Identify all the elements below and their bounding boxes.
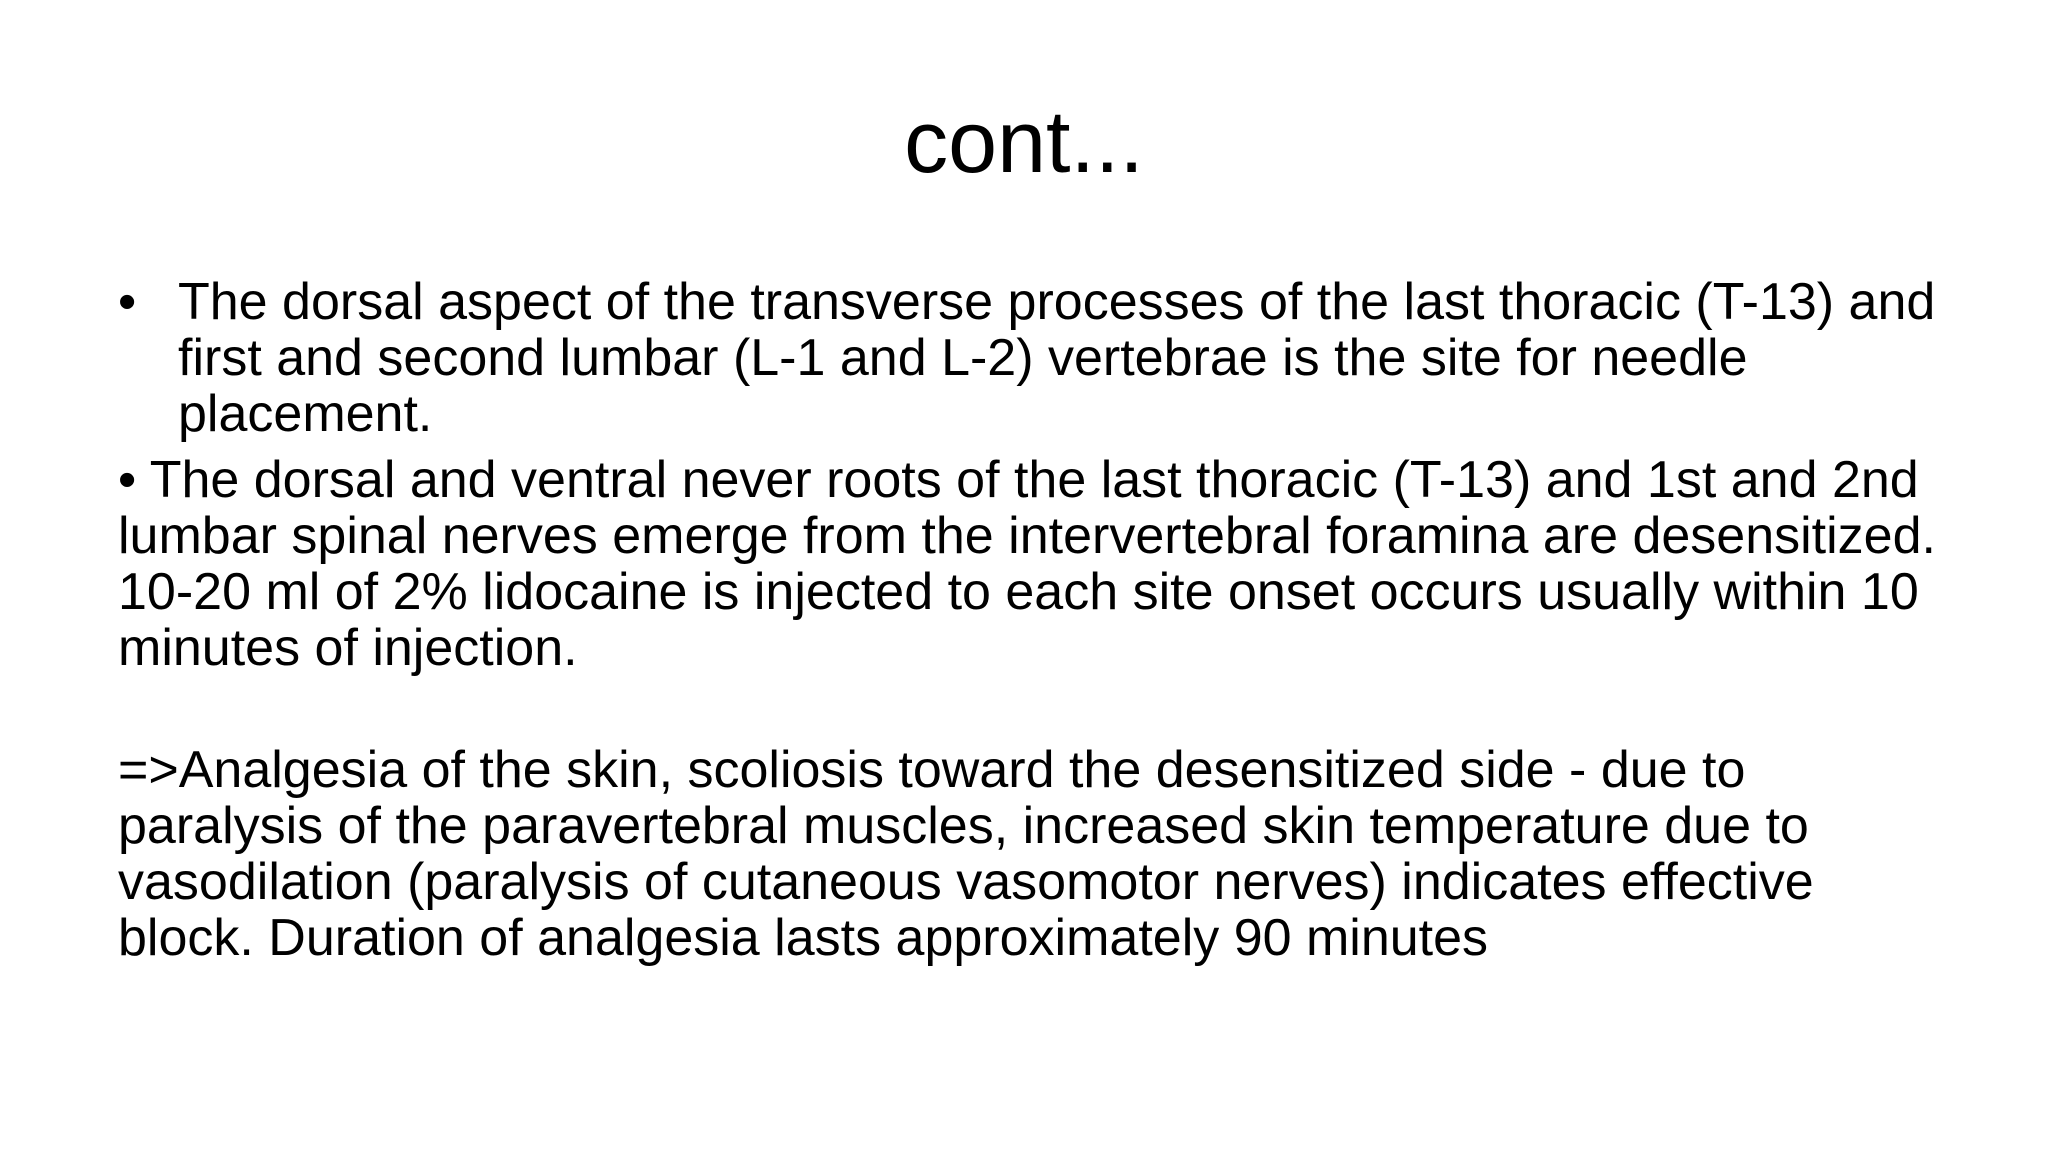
paragraph-analgesia: =>Analgesia of the skin, scoliosis toward the desensitized side - due to paralysis of the paravertebral muscles, increased skin temperature due to vasodilation (paralysis of cutaneous vasomotor nerves) indicates effective block. Duration of analgesia lasts approximately 90 minutes [118, 741, 1814, 967]
bullet-text: The dorsal aspect of the transverse processes of the last thoracic (T-13) and first and second lumbar (L-1 and L-2) vertebrae is the site for needle placement. [178, 273, 1936, 443]
paragraph-spacer [118, 676, 1948, 732]
bullet-marker: • [118, 273, 137, 331]
paragraph-nerve-roots: • The dorsal and ventral never roots of the last thoracic (T-13) and 1st and 2nd lumbar spinal nerves emerge from the intervertebral foramina are desensitized. 10-20 ml of 2% lidocaine is injected to each site onset occurs usually within 10 minutes of injection. [118, 451, 1936, 677]
bullet-item [118, 274, 1948, 442]
slide-title: cont... [904, 92, 1144, 191]
slide-body [118, 274, 1948, 966]
